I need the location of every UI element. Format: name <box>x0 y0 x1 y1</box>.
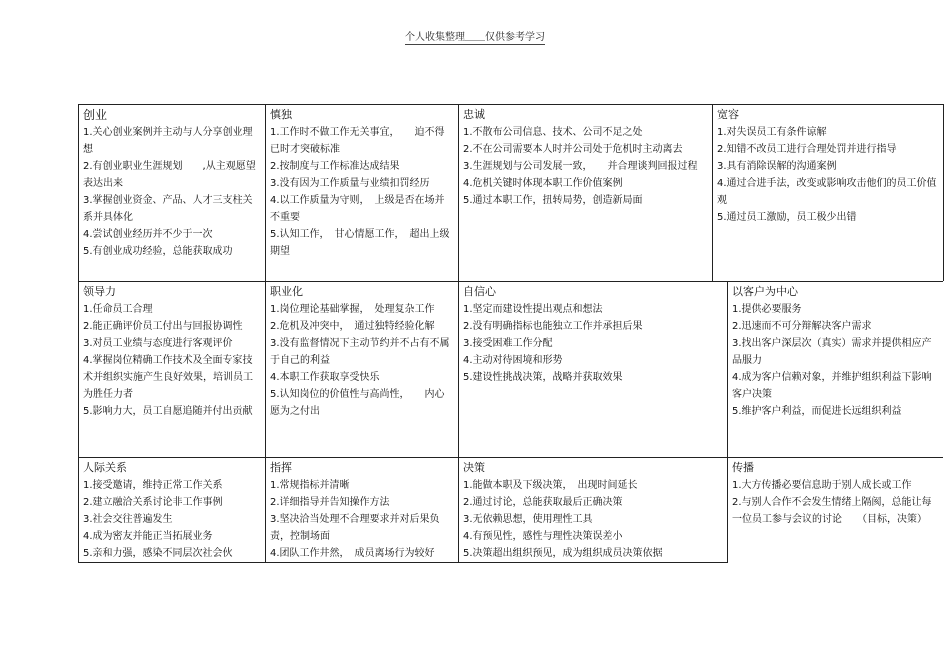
cell-item: 4.危机关键时体现本职工作价值案例 <box>463 178 623 189</box>
cell-item: 4.成为密友并能正当拓展业务 <box>83 531 213 542</box>
table-cell <box>459 105 707 280</box>
table-border-right <box>943 104 944 281</box>
cell-item: 5.维护客户利益，而促进长远组织利益 <box>732 406 902 417</box>
cell-item: 2.与别人合作不会发生情绪上隔阂，总能让每一位员工参与会议的讨论 （目标，决策） <box>732 497 932 525</box>
cell-item: 3.坚决洽当处理不合理要求并对后果负责，控制场面 <box>270 514 440 542</box>
cell-item: 1.接受邀请，维持正常工作关系 <box>83 480 223 491</box>
cell-item: 4.成为客户信赖对象，并维护组织利益下影响客户决策 <box>732 372 932 400</box>
cell-item: 2.没有明确指标也能独立工作并承担后果 <box>463 321 643 332</box>
table-cell <box>728 458 940 561</box>
cell-item: 2.建立融洽关系讨论非工作事例 <box>83 497 223 508</box>
cell-item: 5.认知岗位的价值性与高尚性， 内心愿为之付出 <box>270 389 445 417</box>
cell-item: 3.社会交往普遍发生 <box>83 514 173 525</box>
cell-item: 2.通过讨论，总能获取最后正确决策 <box>463 497 623 508</box>
cell-item: 1.对失误员工有条件谅解 <box>717 127 827 138</box>
cell-item: 2.不在公司需要本人时并公司处于危机时主动离去 <box>463 144 683 155</box>
cell-item: 2.详细指导并告知操作方法 <box>270 497 390 508</box>
table-cell <box>266 458 454 561</box>
cell-item: 4.本职工作获取享受快乐 <box>270 372 380 383</box>
cell-item: 2.按制度与工作标准达成结果 <box>270 161 400 172</box>
cell-item: 4.团队工作井然， 成员离场行为较好 <box>270 548 435 559</box>
cell-item: 1.不散布公司信息、技术、公司不足之处 <box>463 127 643 138</box>
cell-item: 4.通过合进手法，改变或影响攻击他们的员工价值观 <box>717 178 937 206</box>
cell-item: 5.通过本职工作，扭转局势，创造新局面 <box>463 195 643 206</box>
cell-item: 1.岗位理论基础掌握， 处理复杂工作 <box>270 304 435 315</box>
cell-item: 1.坚定而建设性提出观点和想法 <box>463 304 603 315</box>
table-cell <box>459 282 722 456</box>
page-header <box>0 28 950 43</box>
cell-item: 5.认知工作， 甘心情愿工作， 超出上级期望 <box>270 229 450 257</box>
cell-item: 3.对员工业绩与态度进行客观评价 <box>83 338 233 349</box>
cell-item: 1.常规指标并清晰 <box>270 480 350 491</box>
cell-item: 3.生涯规划与公司发展一致， 并合理谈判回报过程 <box>463 161 698 172</box>
cell-item: 3.没有监督情况下主动节约并不占有不属于自己的利益 <box>270 338 450 366</box>
cell-title: 以客户为中心 <box>732 285 798 298</box>
cell-title: 宽容 <box>717 108 739 121</box>
cell-item: 5.亲和力强，感染不同层次社会伙 <box>83 548 233 559</box>
cell-item: 4.尝试创业经历并不少于一次 <box>83 229 213 240</box>
table-cell <box>459 458 722 561</box>
cell-item: 5.建设性挑战决策，战略并获取效果 <box>463 372 623 383</box>
cell-item: 1.工作时不做工作无关事宜， 迫不得已时才突破标准 <box>270 127 445 155</box>
table-cell <box>728 282 940 456</box>
cell-item: 1.任命员工合理 <box>83 304 153 315</box>
cell-item: 1.关心创业案例并主动与人分享创业理想 <box>83 127 253 155</box>
cell-title: 领导力 <box>83 285 116 298</box>
table-cell <box>266 105 454 280</box>
cell-item: 3.找出客户深层次（真实）需求并提供相应产品服力 <box>732 338 932 366</box>
cell-title: 慎独 <box>270 108 292 121</box>
cell-item: 5.决策超出组织预见，成为组织成员决策依据 <box>463 548 663 559</box>
cell-item: 4.有预见性，感性与理性决策误差小 <box>463 531 623 542</box>
table-cell <box>713 105 940 280</box>
cell-item: 3.具有消除误解的沟通案例 <box>717 161 837 172</box>
cell-item: 5.通过员工激励，员工极少出错 <box>717 212 857 223</box>
cell-item: 2.危机及冲突中， 通过独特经验化解 <box>270 321 435 332</box>
cell-item: 1.大方传播必要信息助于别人成长或工作 <box>732 480 912 491</box>
cell-title: 职业化 <box>270 285 303 298</box>
cell-item: 3.接受困难工作分配 <box>463 338 553 349</box>
cell-item: 4.主动对待困境和形势 <box>463 355 563 366</box>
cell-item: 5.有创业成功经验，总能获取成功 <box>83 246 233 257</box>
table-cell <box>79 105 260 280</box>
cell-item: 2.有创业职业生涯规划 ,从主观愿望表达出来 <box>83 161 256 189</box>
table-cell <box>79 282 260 456</box>
cell-item: 1.提供必要服务 <box>732 304 802 315</box>
table-cell <box>79 458 260 561</box>
cell-title: 创业 <box>83 108 108 122</box>
cell-item: 3.无依赖思想，使用理性工具 <box>463 514 593 525</box>
cell-item: 5.影响力大，员工自愿追随并付出贡献 <box>83 406 253 417</box>
header-text: 个人收集整理＿＿仅供参考学习 <box>405 32 545 43</box>
cell-item: 4.以工作质量为守则， 上级是否在场并不重要 <box>270 195 445 223</box>
cell-item: 4.掌握岗位精确工作技术及全面专家技术并组织实施产生良好效果，培训员工为胜任力者 <box>83 355 253 400</box>
cell-title: 自信心 <box>463 285 496 298</box>
table-border-bottom <box>78 562 728 563</box>
cell-item: 2.知错不改员工进行合理处罚并进行指导 <box>717 144 897 155</box>
table-cell <box>266 282 454 456</box>
cell-title: 忠诚 <box>463 108 485 121</box>
cell-item: 3.掌握创业资金、产品、人才三支柱关系并具体化 <box>83 195 253 223</box>
cell-title: 传播 <box>732 461 754 474</box>
cell-item: 2.能正确评价员工付出与回报协调性 <box>83 321 243 332</box>
cell-title: 指挥 <box>270 461 292 474</box>
cell-title: 人际关系 <box>83 461 127 474</box>
cell-item: 3.没有因为工作质量与业绩扣罚经历 <box>270 178 430 189</box>
cell-title: 决策 <box>463 461 485 474</box>
cell-item: 1.能做本职及下级决策， 出现时间延长 <box>463 480 638 491</box>
cell-item: 2.迅速而不可分辩解决客户需求 <box>732 321 872 332</box>
